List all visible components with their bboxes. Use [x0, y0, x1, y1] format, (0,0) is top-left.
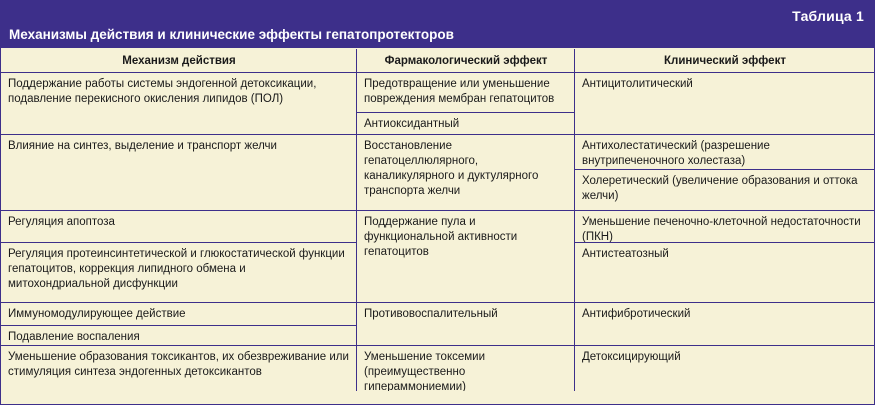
- column-header-clinical: Клинический эффект: [575, 49, 874, 73]
- clinical-cell: Антистеатозный: [575, 243, 874, 303]
- mechanism-cell: Поддержание работы системы эндогенной детоксикации, подавление перекисного окисления липидов (ПОЛ): [1, 73, 357, 135]
- mechanism-cell: Уменьшение образования токсикантов, их обезвреживание или стимуляция синтеза эндогенных детоксикантов: [1, 346, 357, 391]
- mechanism-cell: Подавление воспаления: [1, 326, 357, 346]
- clinical-cell: Холеретический (увеличение образования и оттока желчи): [575, 170, 874, 211]
- pharmacological-cell: Предотвращение или уменьшение повреждения мембран гепатоцитов: [357, 73, 575, 113]
- table-number: Таблица 1: [792, 8, 864, 24]
- table-grid: [1, 49, 874, 404]
- clinical-cell: Детоксицирующий: [582, 351, 681, 363]
- pharmacological-cell: Противовоспалительный: [357, 303, 575, 346]
- mechanism-cell: Регуляция апоптоза: [1, 211, 357, 243]
- pharmacological-cell: Уменьшение токсемии (преимущественно гипераммониемии): [357, 346, 575, 391]
- mechanism-cell: Влияние на синтез, выделение и транспорт желчи: [1, 135, 357, 211]
- mechanism-cell: Регуляция протеинсинтетической и глюкостатической функции гепатоцитов, коррекция липидного обмена и митохондриальной дисфункции: [1, 243, 357, 303]
- clinical-cell: Уменьшение печеночно-клеточной недостаточности (ПКН): [575, 211, 874, 243]
- clinical-cell: Антицитолитический: [575, 73, 874, 135]
- column-header-mechanism: Механизм действия: [1, 49, 357, 73]
- table-header-bar: [1, 1, 874, 48]
- table-title: Механизмы действия и клинические эффекты гепатопротекторов: [9, 27, 454, 42]
- column-header-pharmacological: Фармакологический эффект: [357, 49, 575, 73]
- mechanism-cell: Иммуномодулирующее действие: [1, 303, 357, 326]
- pharmacological-cell: Восстановление гепатоцеллюлярного, каналикулярного и дуктулярного транспорта желчи: [357, 135, 575, 211]
- pharmacological-cell: Антиоксидантный: [357, 113, 575, 135]
- pharmacological-cell: Поддержание пула и функциональной активности гепатоцитов: [357, 211, 575, 303]
- clinical-cell: Антихолестатический (разрешение внутрипеченочного холестаза): [575, 135, 874, 170]
- clinical-cell: Антифибротический: [575, 303, 874, 346]
